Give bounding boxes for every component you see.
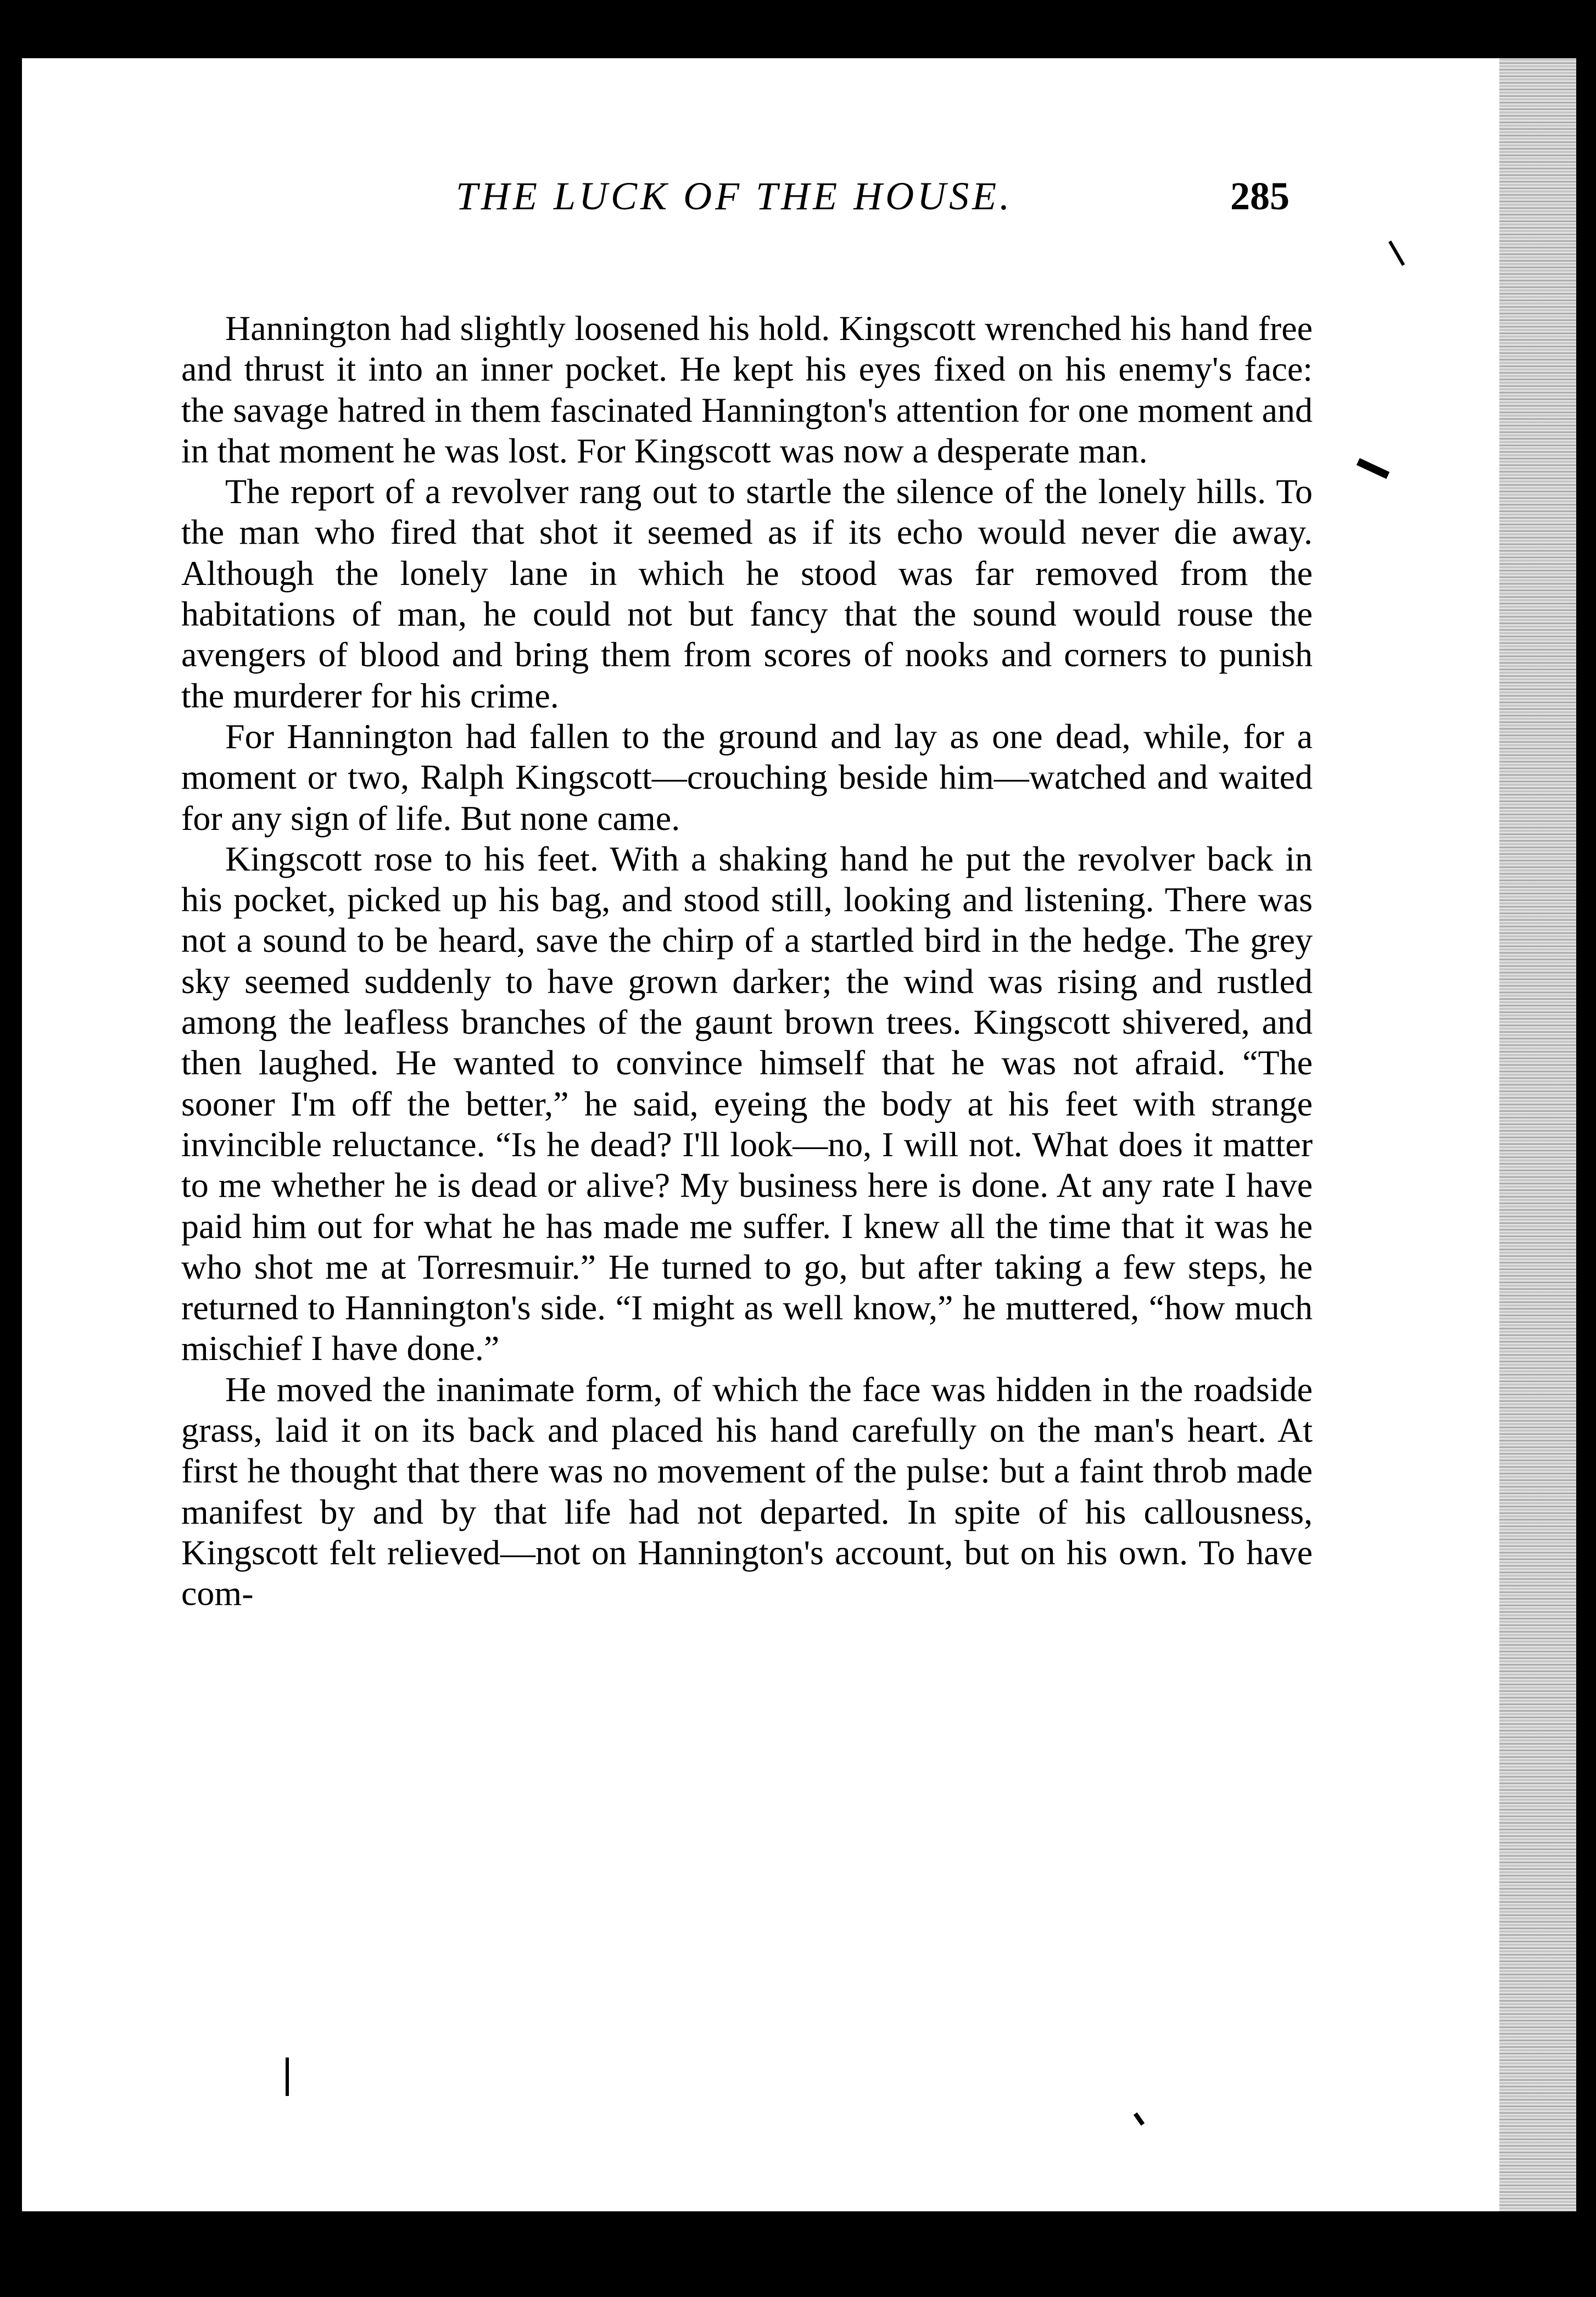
paragraph-2: The report of a revolver rang out to startle the silence of the lonely hills. To the man who fired that shot it seemed as if its echo would never die away. Although the lonely lane in which he stood was far removed from the habitations of man, he could not but fancy that the sound would rouse the avengers of blood and bring them from scores of nooks and corners to punish the murderer for his crime. (181, 472, 1313, 715)
page-number: 285 (1230, 174, 1290, 218)
scan-border-left (0, 0, 22, 2297)
scan-speck (1357, 458, 1389, 479)
scan-speck (286, 2058, 289, 2096)
body-text (181, 308, 1313, 1614)
scan-speck (1388, 241, 1405, 266)
running-title: THE LUCK OF THE HOUSE. (456, 174, 1013, 218)
page-edge (1499, 58, 1576, 2211)
running-head (22, 174, 1521, 239)
paragraph-3: For Hannington had fallen to the ground and lay as one dead, while, for a moment or two, Ralph Kingscott—crouching beside him—watched and waited for any sign of life. But none came. (181, 716, 1313, 838)
scan-speck (1134, 2112, 1145, 2126)
book-page (22, 58, 1521, 2211)
paragraph-4: Kingscott rose to his feet. With a shaking hand he put the revolver back in his pocket, picked up his bag, and stood still, looking and listening. There was not a sound to be heard, save the chirp of a startled bird in the hedge. The grey sky seemed suddenly to have grown darker; the wind was rising and rustled among the leafless branches of the gaunt brown trees. Kingscott shivered, and then laughed. He wanted to convince himself that he was not afraid. “The sooner I'm off the better,” he said, eyeing the body at his feet with strange invincible reluctance. “Is he dead? I'll look—no, I will not. What does it matter to me whether he is dead or alive? My business here is done. At any rate I have paid him out for what he has made me suffer. I knew all the time that it was he who shot me at Torresmuir.” He turned to go, but after taking a few steps, he returned to Hannington's side. “I might as well know,” he muttered, “how much mischief I have done.” (181, 839, 1313, 1368)
paragraph-1: Hannington had slightly loosened his hold. Kingscott wrenched his hand free and thrust it into an inner pocket. He kept his eyes fixed on his enemy's face: the savage hatred in them fascinated Hannington's attention for one moment and in that moment he was lost. For Kingscott was now a desperate man. (181, 309, 1313, 470)
paragraph-5: He moved the inanimate form, of which the face was hidden in the roadside grass, laid it on its back and placed his hand carefully on the man's heart. At first he thought that there was no movement of the pulse: but a faint throb made manifest by and by that life had not departed. In spite of his callousness, Kingscott felt relieved—not on Hannington's account, but on his own. To have com- (181, 1369, 1313, 1613)
